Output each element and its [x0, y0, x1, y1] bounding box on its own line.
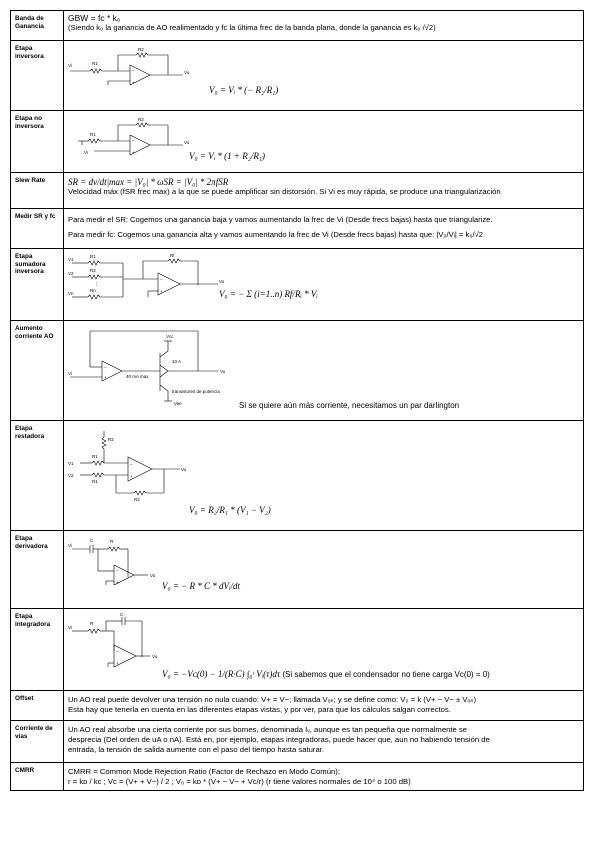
summing-amp-circuit	[68, 253, 238, 309]
r1-bottom-label: R1	[92, 479, 98, 484]
vn-label: Vn	[68, 291, 74, 296]
gbw-formula: GBW = fᴄ * k₀	[68, 13, 121, 23]
row-content	[64, 209, 584, 249]
row-offset	[11, 691, 584, 721]
row-content	[64, 249, 584, 321]
bias-current-line-1: Un AO real absorbe una cierta corriente por sus bornes, denominada Iᵥ, aunque es tan pequeña que normalmente se	[68, 725, 468, 734]
row-medir-sr	[11, 209, 584, 249]
row-content	[64, 691, 584, 721]
vo-label: Vo	[220, 369, 226, 374]
svg-text:−: −	[130, 462, 133, 467]
gbw-description: (Siendo k₀ la ganancia de AO realimentado y fᴄ la última frec de la banda plana, donde la ganancia es k₀ /√2)	[68, 23, 436, 32]
r-label: R	[110, 539, 114, 544]
summary-table	[10, 10, 584, 791]
row-content	[64, 421, 584, 531]
v1-label: V1	[68, 461, 74, 466]
measure-sr-text: Para medir el SR: Cogemos una ganancia baja y vamos aumentando la frec de Vi (Desde frecs bajas) hasta que triangularize.	[68, 215, 493, 224]
row-banda-ganancia	[11, 11, 584, 41]
svg-text:+: +	[130, 474, 133, 479]
row-content	[64, 321, 584, 421]
r-label: R	[90, 621, 94, 626]
row-etapa-no-inversora	[11, 111, 584, 173]
vo-label: Vo	[181, 467, 187, 472]
row-label: Offset	[11, 691, 64, 721]
vo-label: Vo	[152, 654, 158, 659]
row-aumento-corriente	[11, 321, 584, 421]
row-etapa-inversora	[11, 41, 584, 111]
summing-equation: V₀ = − Σ (i=1..n) Rf/Rᵢ * Vᵢ	[219, 289, 318, 299]
imax-label: 40 mA max	[126, 374, 149, 379]
rn-label: Rn	[90, 288, 96, 293]
row-content	[64, 41, 584, 111]
vee-label: Vee	[174, 401, 182, 406]
row-content	[64, 111, 584, 173]
darlington-note: Si se quiere aún más corriente, necesitamos un par darlington	[239, 401, 460, 410]
row-content	[64, 721, 584, 763]
row-label: CMRR	[11, 763, 64, 791]
row-label: Etapa no inversora	[11, 111, 64, 173]
current-booster-circuit	[68, 325, 268, 407]
row-label: Etapa derivadora	[11, 531, 64, 609]
row-cmrr	[11, 763, 584, 791]
integrator-equation	[162, 669, 490, 680]
cmrr-definition: CMRR = Common Mode Rejection Ratio (Factor de Rechazo en Modo Común);	[68, 767, 340, 776]
row-content	[64, 763, 584, 791]
integrator-note: (Si sabemos que el condensador no tiene carga Vᴄ(0) = 0)	[282, 670, 490, 679]
svg-text:+: +	[160, 289, 163, 294]
non-inverting-equation: V₀ = Vᵢ * (1 + R₂/R₁)	[189, 151, 265, 161]
svg-text:−: −	[104, 365, 107, 370]
row-content	[64, 609, 584, 691]
svg-text:−: −	[132, 138, 135, 143]
vi-label: Vi	[68, 543, 72, 548]
inverting-amp-circuit	[68, 47, 218, 97]
bias-current-line-2: desprecia (Del orden de uA o nA). Está en, por ejemplo, etapas integradoras, puede hacer que, aun no habiendo tensión de	[68, 735, 490, 744]
row-label: Etapa restadora	[11, 421, 64, 531]
row-content	[64, 531, 584, 609]
svg-text:⋮: ⋮	[94, 282, 99, 287]
row-label: Etapa integradora	[11, 609, 64, 691]
svg-text:−: −	[116, 568, 119, 573]
v2-label: V2	[68, 473, 74, 478]
row-label: Etapa sumadora inversora	[11, 249, 64, 321]
r1-label: R1	[90, 254, 96, 259]
current-label: 10 A	[172, 359, 182, 364]
differentiator-equation: V₀ = − R * C * dVᵢ/dt	[162, 581, 240, 591]
transistors-label: transistores de potencia	[172, 389, 220, 394]
v2-label: V2	[68, 271, 74, 276]
offset-definition: Un AO real puede devolver una tensión no nula cuando: V+ = V−; llamada Vₒₙ; y se define como: V₀ = k (V+ − V− ± Vₒₙ)	[68, 695, 477, 704]
slew-rate-formula: SR = dv/dt|max = |V₀| * ωSR = |V₀| * 2πfSR	[68, 177, 229, 187]
svg-text:−: −	[116, 649, 119, 654]
r2-label: R2	[138, 117, 144, 122]
row-etapa-restadora	[11, 421, 584, 531]
bias-current-line-3: entrada, la tensión de salida aumente con el paso del tiempo hasta saturar.	[68, 745, 324, 754]
row-label: Banda de Ganancia	[11, 11, 64, 41]
c-label: C	[90, 538, 94, 543]
vi-label: Vi	[68, 63, 72, 68]
vi-label: Vi	[84, 150, 88, 155]
vo-label: Vo	[184, 140, 190, 145]
inverting-equation: V₀ = Vᵢ * (− R₂/R₁)	[209, 85, 279, 95]
r2-bottom-label: R2	[134, 497, 140, 502]
c-label: C	[120, 613, 124, 617]
r2-label: R2	[138, 47, 144, 52]
row-content	[64, 173, 584, 209]
svg-text:+: +	[116, 661, 119, 666]
cmrr-formula: r = kᴅ / kᴄ ; Vᴄ = (V+ + V−) / 2 ; V₀ = kᴅ * (V+ − V− + Vᴄ/r) (r tiene valores normales de 10⁴ o 100 dB)	[68, 777, 411, 786]
row-label: Slew Rate	[11, 173, 64, 209]
svg-text:+: +	[132, 80, 135, 85]
vcc-label: Vcc	[166, 334, 174, 339]
row-label: Corriente de vias	[11, 721, 64, 763]
row-slew-rate	[11, 173, 584, 209]
integrator-circuit	[68, 613, 188, 671]
row-content	[64, 11, 584, 41]
v1-label: V1	[68, 257, 74, 262]
svg-text:+: +	[104, 375, 107, 380]
row-sumadora-inversora	[11, 249, 584, 321]
measure-fc-text: Para medir fᴄ: Cogemos una ganancia alta y vamos aumentando la frec de Vi (Desde frecs bajas) hasta que: |V₀/Vᵢ| = k₀/√2	[68, 230, 483, 239]
vo-label: Vo	[184, 70, 190, 75]
rf-label: Rf	[170, 253, 175, 258]
svg-text:−: −	[160, 277, 163, 282]
row-corriente-vias	[11, 721, 584, 763]
difference-amp-circuit	[68, 427, 208, 507]
row-label: Etapa inversora	[11, 41, 64, 111]
vo-label: Vo	[219, 279, 225, 284]
r1-label: R1	[92, 61, 98, 66]
vi-label: Vi	[68, 625, 72, 630]
svg-text:+: +	[132, 150, 135, 155]
svg-text:+: +	[116, 580, 119, 585]
row-label: Aumento corriente AO	[11, 321, 64, 421]
r1-label: R1	[90, 132, 96, 137]
slew-rate-description: Velocidad máx (fSR frec max) a la que se puede amplificar sin distorsión. Si Vi es muy rápida, se produce una triangularización	[68, 187, 501, 196]
r2-label: R2	[90, 268, 96, 273]
r2-top-label: R2	[108, 437, 114, 442]
row-etapa-derivadora	[11, 531, 584, 609]
vo-label: Vo	[150, 573, 156, 578]
row-label: Medir SR y fc	[11, 209, 64, 249]
difference-equation: V₀ = R₂/R₁ * (V₁ − V₂)	[189, 505, 271, 515]
vi-label: Vi	[68, 371, 72, 376]
r1-top-label: R1	[92, 454, 98, 459]
svg-text:−: −	[132, 68, 135, 73]
offset-note: Esta hay que tenerla en cuenta en las diferentes etapas vistas, y por ver, para que los cálculos salgan correctos.	[68, 705, 451, 714]
row-etapa-integradora	[11, 609, 584, 691]
integrator-formula: V₀ = −Vᴄ(0) − 1/(R·C) ∫₀ᵗ Vᵢ(τ)dτ	[162, 669, 281, 679]
